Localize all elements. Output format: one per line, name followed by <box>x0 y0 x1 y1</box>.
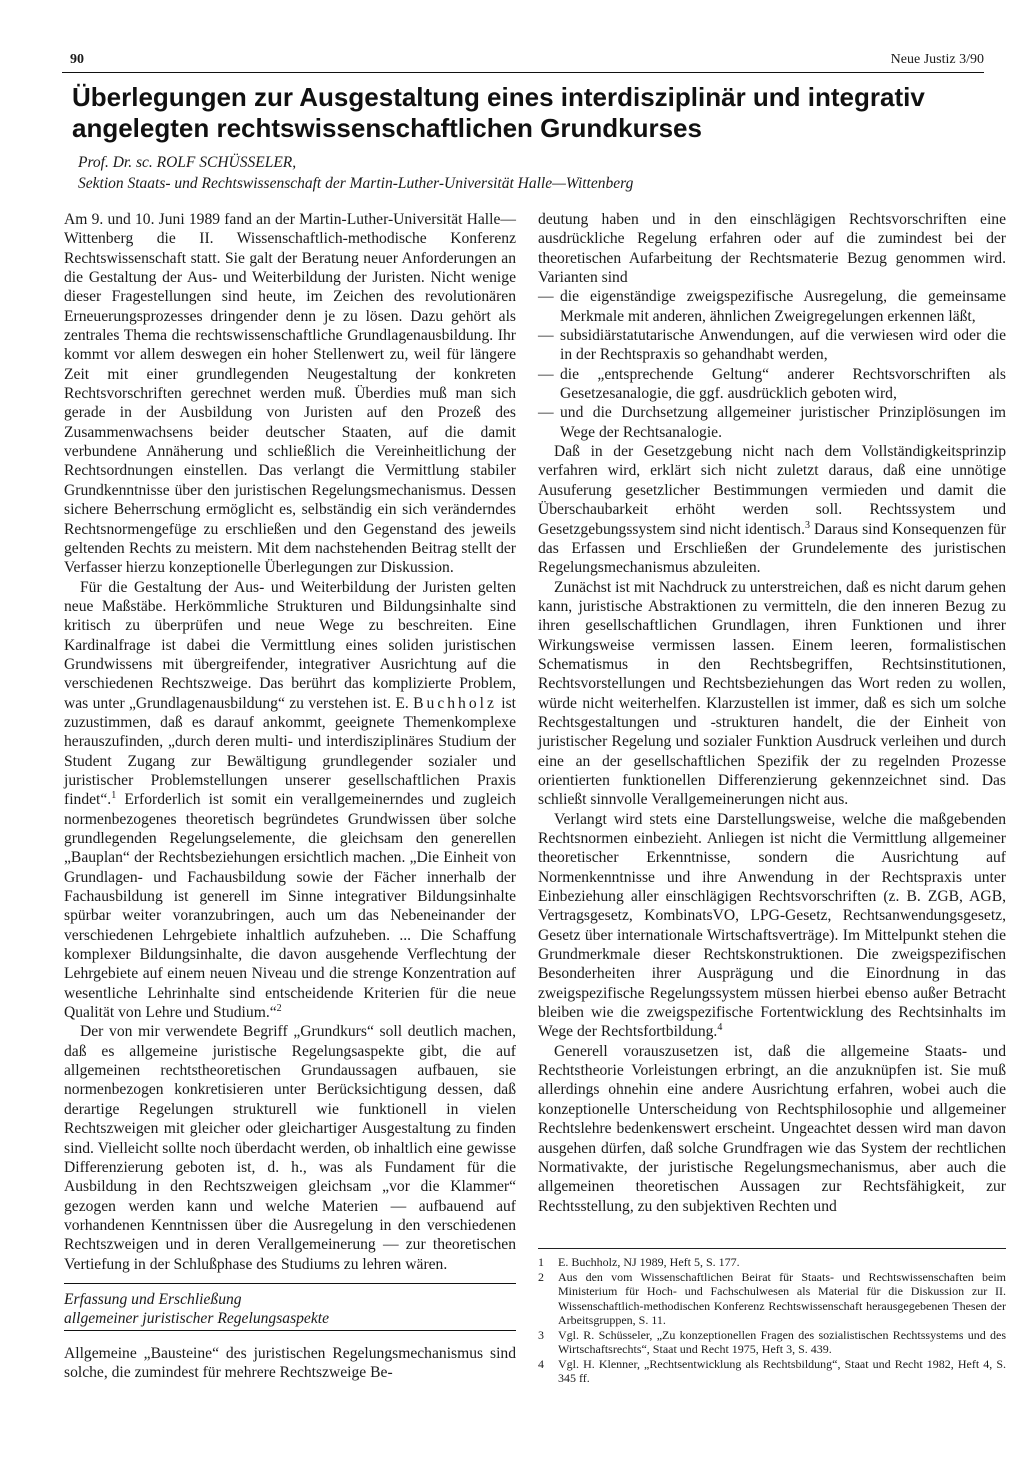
section-paragraph: Allgemeine „Bausteine“ des juristischen Regelungsmechanismus sind solche, die zumindest für mehrere Rechtszweige Be- <box>64 1345 516 1382</box>
footnote-number: 4 <box>538 1356 544 1371</box>
list-item <box>538 326 1006 365</box>
footnote <box>538 1357 1006 1386</box>
list-item <box>538 287 1006 326</box>
list-dash: — <box>538 327 554 345</box>
right-paragraph-4 <box>538 810 1006 1042</box>
section-heading <box>64 1283 516 1331</box>
paragraph-text: Für die Gestaltung der Aus- und Weiterbildung der Juristen gelten neue Maßstäbe. Herkömmliche Strukturen und Bildungsinhalte sind kritisch zu überprüfen und neue Wege zu beschreiten. Eine Kardinalfrage ist dabei die Vermittlung eines soliden juristischen Grundwissens mit übergreifender, integrativer Ausrichtung auf die verschiedenen Rechtszweige. Das berührt das komplizierte Problem, was unter „Grundlagenausbildung“ zu verstehen ist. E. <box>64 578 516 712</box>
list-item <box>538 365 1006 404</box>
list-item <box>538 403 1006 442</box>
right-paragraph-1: deutung haben und in den einschlägigen Rechtsvorschriften eine ausdrückliche Regelung erfahren oder auf die zumindest bei der theoretischen Aufarbeitung der Rechtsmaterie Bezug genommen wird. Varianten sind <box>538 211 1006 287</box>
footnote-text: E. Buchholz, NJ 1989, Heft 5, S. 177. <box>558 1255 740 1269</box>
footnote-text: Vgl. H. Klenner, „Rechtsentwicklung als Rechtsbildung“, Staat und Recht 1982, Heft 4, S. 345 ff. <box>558 1356 1006 1385</box>
left-paragraph-2 <box>64 578 516 1023</box>
paragraph-text: Daraus sind Konsequenzen für das Erfassen und Erschließen der Grundelemente des juristischen Regelungsmechanismus abzuleiten. <box>538 520 1006 577</box>
right-paragraph-5: Generell vorauszusetzen ist, daß die allgemeine Staats- und Rechtstheorie Vorleistungen erbringt, an die anzuknüpfen ist. Sie muß allerdings ohnehin eine andere Ausrichtung erfahren, wobei auch die konzeptionelle Unterscheidung von Rechtsphilosophie und allgemeiner Rechtslehre bedenkenswert erscheint. Ungeachtet dessen wird man davon ausgehen dürfen, daß solche Grundfragen wie das System der rechtlichen Normativakte, der juristische Regelungsmechanismus, aber auch die allgemeinen theoretischen Aussagen zur Rechtsfähigkeit, zur Rechtsstellung, zu den subjektiven Rechten und <box>538 1042 1006 1215</box>
cited-author: Buchholz <box>413 694 497 712</box>
left-paragraph-3: Der von mir verwendete Begriff „Grundkurs“ soll deutlich machen, daß es allgemeine juristische Regelungsaspekte gibt, die auf allgemeinen rechtstheoretischen Grundaussagen aufbauen, sie normenbezogen konkretisieren unter Berücksichtigung dessen, daß derartige Regelungen strukturell wie funktionell in vielen Rechtszweigen mit gleicher oder gleichartiger Ausgestaltung zu finden sind. Vielleicht sollte noch überdacht werden, ob inhaltlich eine gewisse Differenzierung geboten ist, d. h., was als Fundament für die Ausbildung in den Rechtszweigen gleichsam „vor die Klammer“ gezogen werden kann und welche Materien — aufbauend auf vorhandenen Kenntnissen über die Ausregelung in den verschiedenen Rechtszweigen und in deren Verallgemeinerung — zur theoretischen Vertiefung in der Schlußphase des Studiums zu lehren wären. <box>64 1023 516 1273</box>
footnote-ref-3[interactable]: 3 <box>804 519 810 531</box>
author-name: Prof. Dr. sc. ROLF SCHÜSSELER, <box>78 154 297 171</box>
list-item-text: die „entsprechende Geltung“ anderer Rechtsvorschriften als Gesetzesanalogie, die ggf. ausdrücklich geboten wird, <box>560 365 1006 403</box>
section-heading-line-1: Erfassung und Erschließung <box>64 1291 242 1308</box>
variants-list <box>538 287 1006 442</box>
footnote-ref-1[interactable]: 1 <box>111 790 117 802</box>
list-dash: — <box>538 404 554 422</box>
footnote-number: 2 <box>538 1269 544 1284</box>
list-dash: — <box>538 365 554 383</box>
right-column <box>538 210 1006 1216</box>
list-item-text: die eigenständige zweigspezifische Ausregelung, die gemeinsame Merkmale mit anderen, ähnlichen Zweigregelungen erkennen läßt, <box>560 288 1006 325</box>
right-paragraph-2 <box>538 442 1006 577</box>
footnote-number: 1 <box>538 1255 544 1269</box>
footnote-divider <box>538 1248 1006 1249</box>
paragraph-text: Erforderlich ist somit ein verallgemeinerndes und zugleich normenbezogenes theoretisch begründetes Grundwissen über solche grundlegenden Regelungselemente, die gleichsam den generellen „Bauplan“ der Rechtsbeziehungen ersichtlich machen. „Die Einheit von Grundlagen- und Fachausbildung sowie der Fächer innerhalb der Fachausbildung ist generell im Sinne integrativer Bildungsinhalte spürbar weiter voranzubringen, auch um das Nebeneinander der verschiedenen Lehrgebiete inhaltlich aufzuheben. ... Die Schaffung komplexer Bildungsinhalte, die davon ausgehende Verflechtung der Lehrgebiete auf einem neuen Niveau und die strenge Konzentration auf wesentliche Lehrinhalte sind entscheidende Kriterien für die neue Qualität von Lehre und Studium.“ <box>64 791 516 1022</box>
page-header <box>62 50 984 73</box>
footnote-ref-4[interactable]: 4 <box>717 1022 723 1034</box>
paragraph-text: Verlangt wird stets eine Darstellungsweise, welche die maßgebenden Rechtsnormen einbezieht. Anliegen ist nicht die Vermittlung allgemeiner theoretischer Erkenntnisse, sondern die Ausrichtung auf Normenkenntnisse und ihre Anwendung in der Rechtspraxis unter Einbeziehung aller einschlägigen Rechtsvorschriften (z. B. ZGB, AGB, Vertragsgesetz, KombinatsVO, LPG-Gesetz, Rechtsanwendungsgesetz, Gesetz über internationale Wirtschaftsverträge). Im Mittelpunkt stehen die Grundmerkmale dieser Rechtskonstruktionen. Die zweigspezifischen Besonderheiten ihrer Ausprägung und die Einordnung in das zweigspezifische Regelungssystem müssen hierbei ebenso außer Betracht bleiben wie die zweigspezifische Fortentwicklung des Rechtsinhalts im Wege der Rechtsfortbildung. <box>538 810 1006 1041</box>
list-dash: — <box>538 288 554 306</box>
byline <box>78 152 978 194</box>
footnote <box>538 1270 1006 1328</box>
footnote-text: Aus den vom Wissenschaftlichen Beirat für Staats- und Rechtswissenschaften beim Ministerium für Hoch- und Fachschulwesen als Material für die Diskussion zur II. Wissenschaftlich-methodischen Konferenz Rechtswissenschaft herausgegebenen Thesen der Arbeitsgruppen, S. 11. <box>558 1269 1006 1327</box>
left-column <box>64 210 516 1274</box>
paragraph-text: Daß in der Gesetzgebung nicht nach dem Vollständigkeitsprinzip verfahren wird, erklärt sich nicht zuletzt daraus, daß eine unnötige Ausuferung gesetzlicher Bestimmungen vermieden und damit die Überschaubarkeit erhöht werden soll. Rechtssystem und Gesetzgebungssystem sind nicht identisch. <box>538 443 1006 538</box>
footnote <box>538 1328 1006 1357</box>
list-item-text: und die Durchsetzung allgemeiner juristischer Prinziplösungen im Wege der Rechtsanalogie. <box>560 404 1006 441</box>
right-paragraph-3: Zunächst ist mit Nachdruck zu unterstreichen, daß es nicht darum gehen kann, juristische Abstraktionen zu vermitteln, die den inneren Bezug zu ihren gesellschaftlichen Grundlagen, ihren Funktionen und ihrer Wirkungsweise vermissen lassen. Einem leeren, formalistischen Schematismus in den Rechtsbegriffen, Rechtsinstitutionen, Rechtsvorstellungen und Rechtsbeziehungen das Wort reden zu wollen, würde nicht weiterhelfen. Klarzustellen ist immer, daß es sich um solche Rechtsgestaltungen und -strukturen handelt, die der Einheit von juristischer Regelung und sozialer Funktion Ausdruck verleihen und durch eine an der gesellschaftlichen Spezifik der zu regelnden Prozesse orientierten funktionellen Differenzierung gekennzeichnet sind. Das schließt sinnvolle Verallgemeinerungen nicht aus. <box>538 578 1006 809</box>
footnote-number: 3 <box>538 1327 544 1342</box>
paragraph-text: ist zuzustimmen, daß es darauf ankommt, geeignete Themenkomplexe herauszufinden, „durch deren multi- und interdisziplinäres Studium der Student Zugang zur Bewältigung grundlegender sozialer und juristischer Problemstellungen unserer gesellschaftlichen Praxis findet“. <box>64 694 516 809</box>
article-title: Überlegungen zur Ausgestaltung eines interdisziplinär und integrativ angelegten rechtswissenschaftlichen Grundkurses <box>72 82 925 143</box>
section-heading-line-2: allgemeiner juristischer Regelungsaspekte <box>64 1310 330 1327</box>
footnotes <box>538 1255 1006 1386</box>
footnote <box>538 1255 1006 1270</box>
author-affiliation: Sektion Staats- und Rechtswissenschaft der Martin-Luther-Universität Halle—Wittenberg <box>78 175 634 192</box>
footnote-ref-2[interactable]: 2 <box>276 1002 282 1014</box>
journal-issue: Neue Justiz 3/90 <box>890 52 984 67</box>
footnote-text: Vgl. R. Schüsseler, „Zu konzeptionellen Fragen des sozialistischen Rechtssystems und des Wirtschaftsrechts“, Staat und Recht 1975, Heft 3, S. 439. <box>558 1327 1006 1356</box>
left-paragraph-1: Am 9. und 10. Juni 1989 fand an der Martin-Luther-Universität Halle—Wittenberg die II. Wissenschaftlich-methodische Konferenz Rechtswissenschaft statt. Sie galt der Beratung neuer Anforderungen an die Gestaltung der Aus- und Weiterbildung der Juristen. Nicht wenige dieser Fragestellungen sind heute, im Zeichen des revolutionären Erneuerungsprozesses dringender denn je zu lösen. Dazu gehört als zentrales Thema die rechtswissenschaftliche Grundlagenausbildung. Ihr kommt vor allem deswegen ein hoher Stellenwert zu, weil für längere Zeit mit einer grundlegenden Neugestaltung der konkreten Rechtsvorschriften gerechnet werden muß. Überdies muß man sich gerade in der Ausbildung von Juristen auf den Prozeß des Zusammenwachsens beider deutscher Staaten, auf die damit verbundene Annäherung und schließlich die Vereinheitlichung der Rechtsordnungen einstellen. Das verlangt die Vermittlung stabiler Grundkenntnisse über den juristischen Regelungsmechanismus. Dessen sichere Beherrschung ermöglicht es, selbständig ein sich veränderndes Rechtsnormengefüge zu erschließen und den Gegenstand des jeweils geltenden Rechts zu meistern. Mit dem nachstehenden Beitrag stellt der Verfasser hierzu konzeptionelle Überlegungen zur Diskussion. <box>64 211 516 577</box>
list-item-text: subsidiärstatutarische Anwendungen, auf die verwiesen wird oder die in der Rechtspraxis so gehandhabt werden, <box>560 327 1006 364</box>
page-number: 90 <box>70 52 84 67</box>
